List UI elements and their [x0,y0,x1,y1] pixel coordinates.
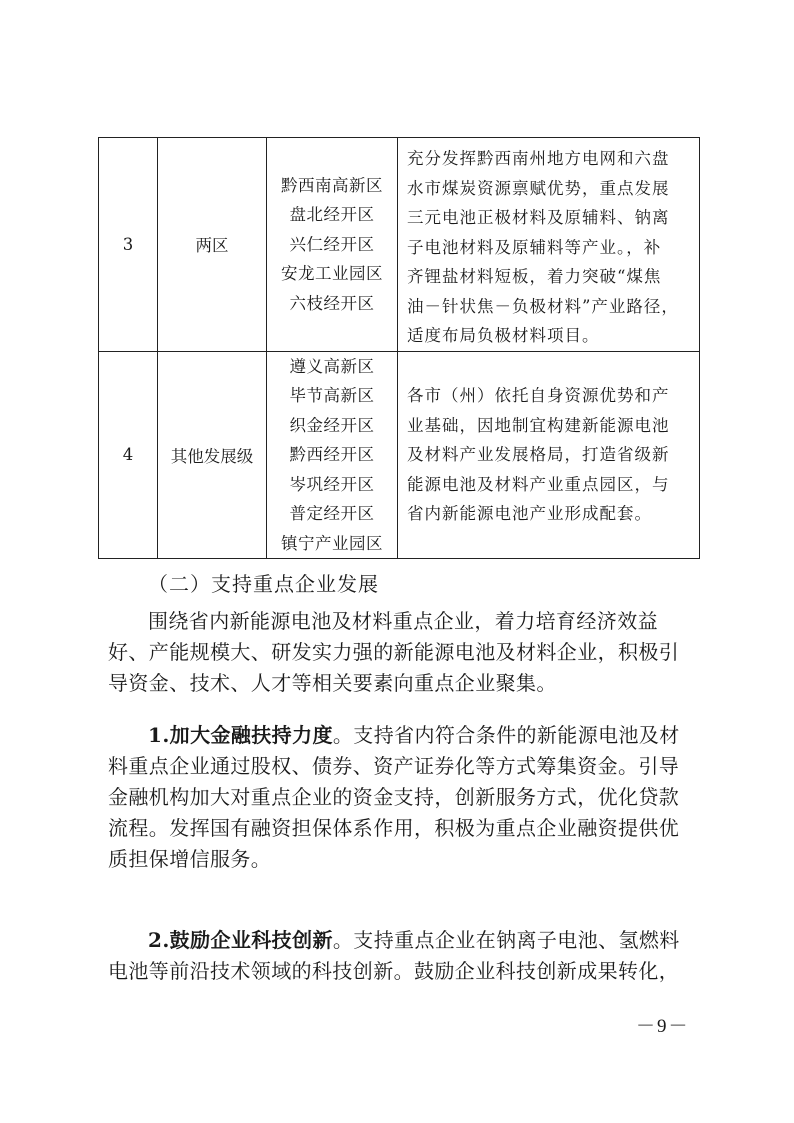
park-name: 岑巩经开区 [289,474,375,494]
park-list [267,351,398,559]
item-text: 。支持重点企业在钠离子电池、氢燃料 [332,928,680,952]
description-line: 省内新能源电池产业形成配套。 [407,504,652,523]
description-line: 适度布局负极材料项目。 [407,326,600,345]
park-name: 织金经开区 [289,415,375,435]
description-line: 业基础，因地制宜构建新能源电池 [407,415,670,435]
park-name: 毕节高新区 [289,386,375,405]
item-title: 2.鼓励企业科技创新 [148,928,333,952]
park-name: 盘北经开区 [289,205,375,224]
table-row [99,351,700,559]
row-description [398,351,700,559]
paragraph-line [108,925,696,956]
description-line: 子电池材料及原辅料等产业。，补 [407,237,662,257]
description-line: 能源电池及材料产业重点园区，与 [407,474,670,494]
paragraph-line: 好、产能规模大、研发实力强的新能源电池及材料企业，积极引 [108,640,680,664]
park-name: 遵义高新区 [289,356,375,376]
description-line: 齐锂盐材料短板，着力突破“煤焦 [407,267,662,286]
park-name: 安龙工业园区 [281,264,383,283]
item-title: 1.加大金融扶持力度 [148,723,333,747]
park-list [267,138,398,352]
paragraph-line [108,720,696,751]
park-name: 六枝经开区 [289,293,375,313]
table-row [99,138,700,352]
description-line: 充分发挥黔西南州地方电网和六盘 [407,149,670,168]
page-number: －9－ [636,1016,690,1037]
description-line: 各市（州）依托自身资源优势和产 [407,386,670,405]
item-text: 。支持省内符合条件的新能源电池及材 [332,723,680,747]
description-line: 及材料产业发展格局，打造省级新 [407,445,670,464]
row-description [398,138,700,352]
paragraph-line: 电池等前沿技术领域的科技创新。鼓励企业科技创新成果转化， [108,959,680,983]
paragraph-line: 料重点企业通过股权、债券、资产证券化等方式筹集资金。引导 [108,754,680,778]
paragraph-line: 围绕省内新能源电池及材料重点企业，着力培育经济效益 [148,609,658,633]
paragraph-line: 流程。发挥国有融资担保体系作用，积极为重点企业融资提供优 [108,816,680,840]
paragraph-line: 质担保增信服务。 [108,847,272,871]
park-name: 兴仁经开区 [289,234,375,254]
description-line: 三元电池正极材料及原辅料、钠离 [407,208,670,227]
park-name: 普定经开区 [289,504,375,523]
paragraph-line: 导资金、技术、人才等相关要素向重点企业聚集。 [108,671,557,695]
park-name: 黔西南高新区 [281,175,383,195]
paragraph-line: 金融机构加大对重点企业的资金支持，创新服务方式，优化贷款 [108,785,680,809]
section-heading: （二）支持重点企业发展 [148,572,379,596]
row-tier: 其他发展级 [158,351,267,559]
park-name: 镇宁产业园区 [281,533,383,553]
intro-paragraph [108,606,696,699]
row-number: 4 [99,351,158,559]
row-tier: 两区 [158,138,267,352]
finance-support-paragraph [108,720,696,875]
description-line: 油－针状焦－负极材料”产业路径， [407,296,679,316]
row-number: 3 [99,138,158,352]
park-name: 黔西经开区 [289,445,375,464]
description-line: 水市煤炭资源禀赋优势，重点发展 [407,178,670,198]
park-layout-table [98,137,700,559]
innovation-paragraph [108,925,696,987]
